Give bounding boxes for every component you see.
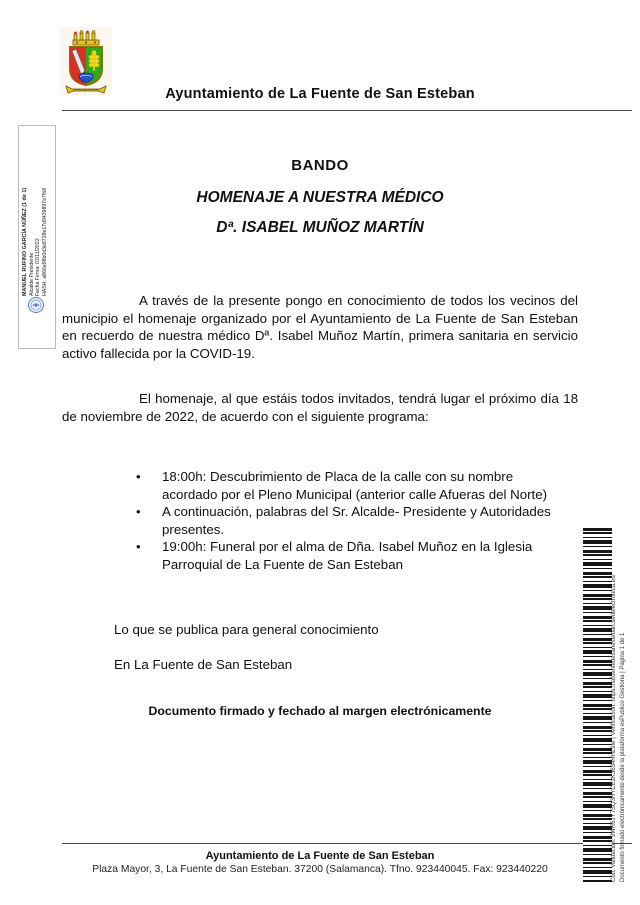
signature-hash: HASH: a866e98b0d3e8728e17d9439897e7fb8	[41, 187, 48, 296]
coat-of-arms-icon	[60, 27, 112, 95]
signature-rotated-text	[19, 126, 55, 348]
list-item: • 19:00h: Funeral por el alma de Dña. Isabel Muñoz en la Iglesia Parroquial de La Fuente de San Esteban	[162, 538, 554, 573]
paragraph-program: El homenaje, al que estáis todos invitados, tendrá lugar el próximo día 18 de noviembre de 2022, de acuerdo con el siguiente programa:	[62, 391, 578, 424]
document-subtitle-2: Dª. ISABEL MUÑOZ MARTÍN	[216, 219, 424, 236]
signature-date: Fecha Firma: 03/11/2022	[35, 238, 42, 296]
footer-divider	[62, 843, 632, 844]
validation-code-line: Cód. Validación: 9WR6JY7SQ3HYCE2K3634HHL9M | Verificación: https://lafuentedesanesteban.sedelectronica.es/	[611, 574, 617, 882]
paragraph-intro: A través de la presente pongo en conocimiento de todos los vecinos del municipio el homenaje organizado por el Ayuntamiento de La Fuente de San Esteban en recuerdo de nuestra médico Dª. Isabel Muñoz Martín, primera sanitaria en servicio activo fallecida por la COVID-19.	[62, 293, 578, 361]
validation-rotated-text	[610, 526, 628, 882]
document-subtitle-1: HOMENAJE A NUESTRA MÉDICO	[196, 189, 444, 206]
closing-line-1: Lo que se publica para general conocimiento	[114, 622, 379, 637]
signature-note: Documento firmado y fechado al margen electrónicamente	[148, 704, 492, 718]
seal-stamp-icon	[27, 296, 45, 314]
list-item: • A continuación, palabras del Sr. Alcalde- Presidente y Autoridades presentes.	[162, 503, 554, 538]
barcode-icon	[583, 528, 612, 882]
header-title: Ayuntamiento de La Fuente de San Esteban	[165, 86, 475, 102]
electronic-signature-box	[18, 125, 56, 349]
closing-line-2: En La Fuente de San Esteban	[114, 657, 293, 672]
document-title: BANDO	[291, 157, 349, 174]
footer-address: Plaza Mayor, 3, La Fuente de San Esteban. 37200 (Salamanca). Tfno. 923440045. Fax: 923440220	[92, 864, 548, 875]
signer-name: MANUEL RUFINO GARCÍA NÚÑEZ (1 de 1)	[22, 187, 28, 296]
footer-municipality: Ayuntamiento de La Fuente de San Esteban	[205, 850, 435, 862]
signer-role: Alcalde Presidente	[28, 252, 35, 296]
list-item: • 18:00h: Descubrimiento de Placa de la calle con su nombre acordado por el Pleno Municipal (anterior calle Afueras del Norte)	[162, 468, 554, 503]
validation-platform-line: Documento firmado electrónicamente desde la plataforma esPublico Gestiona | Página 1 de 1	[619, 632, 626, 882]
program-list	[162, 468, 554, 574]
header-divider	[62, 110, 632, 111]
validation-margin	[610, 526, 628, 882]
